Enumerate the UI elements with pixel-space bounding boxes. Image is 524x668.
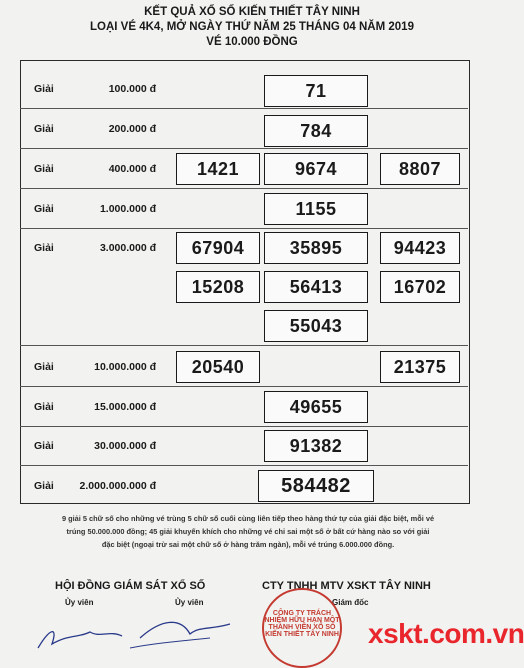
prize-amount: 200.000 đ <box>108 123 156 135</box>
note-line: trúng 50.000.000 đồng; 45 giải khuyến khích cho những vé chỉ sai một số ở bất cứ hàng nào so với giải <box>66 527 430 536</box>
prize-amount: 400.000 đ <box>108 163 156 175</box>
prize-row-8 <box>20 70 468 109</box>
handwritten-signatures <box>30 608 250 655</box>
prize-amount: 15.000.000 đ <box>94 401 156 413</box>
winning-number: 1421 <box>176 153 260 185</box>
prize-label: Giải <box>34 203 54 215</box>
prize-amount: 3.000.000 đ <box>99 242 156 254</box>
title-line-2: LOẠI VÉ 4K4, MỞ NGÀY THỨ NĂM 25 THÁNG 04 NĂM 2019 <box>90 21 414 33</box>
prize-row-5 <box>20 190 468 229</box>
prize-amount: 2.000.000.000 đ <box>79 480 156 492</box>
winning-number: 67904 <box>176 232 260 264</box>
winning-number: 49655 <box>264 391 368 423</box>
note-line: 9 giải 5 chữ số cho những vé trùng 5 chữ số cuối cùng liên tiếp theo hàng thứ tự của giải đặc biệt, mỗi vé <box>61 514 435 523</box>
winning-number: 71 <box>264 75 368 107</box>
title-line-1: KẾT QUẢ XỔ SỐ KIẾN THIẾT TÂY NINH <box>144 6 360 18</box>
company-stamp <box>262 588 342 668</box>
prize-row-7 <box>20 110 468 149</box>
supervisory-council-title: HỘI ĐỒNG GIÁM SÁT XỔ SỐ <box>55 580 206 592</box>
prize-label: Giải <box>34 83 54 95</box>
winning-number: 21375 <box>380 351 460 383</box>
prize-label: Giải <box>34 401 54 413</box>
winning-number: 16702 <box>380 271 460 303</box>
prize-amount: 100.000 đ <box>108 83 156 95</box>
prize-amount: 10.000.000 đ <box>94 361 156 373</box>
prize-row-2 <box>20 388 468 427</box>
prize-label: Giải <box>34 123 54 135</box>
winning-number: 56413 <box>264 271 368 303</box>
prize-label: Giải <box>34 361 54 373</box>
winning-number: 91382 <box>264 430 368 462</box>
prize-label: Giải <box>34 440 54 452</box>
special-prize-number: 584482 <box>258 470 374 502</box>
prize-row-1 <box>20 427 468 466</box>
winning-number: 94423 <box>380 232 460 264</box>
prize-row-special <box>20 467 468 505</box>
director-label: Giám đốc <box>332 598 369 607</box>
note-line: đặc biệt (ngoại trừ sai một chữ số ở hàng trăm ngàn), mỗi vé trúng 6.000.000 đồng. <box>101 540 395 549</box>
prize-label: Giải <box>34 242 54 254</box>
winning-number: 8807 <box>380 153 460 185</box>
title-line-3: VÉ 10.000 ĐỒNG <box>206 36 298 48</box>
winning-number: 784 <box>264 115 368 147</box>
winning-number: 1155 <box>264 193 368 225</box>
xskt-logo: xskt.com.vn <box>368 618 524 649</box>
winning-number: 9674 <box>264 153 368 185</box>
winning-number: 20540 <box>176 351 260 383</box>
prize-label: Giải <box>34 480 54 492</box>
stamp-text: CÔNG TY TRÁCH NHIỆM HỮU HẠN MỘT THÀNH VIÊN XỔ SỐ KIẾN THIẾT TÂY NINH <box>264 610 340 638</box>
company-title: CTY TNHH MTV XSKT TÂY NINH <box>262 580 431 592</box>
prize-amount: 30.000.000 đ <box>94 440 156 452</box>
winning-number: 15208 <box>176 271 260 303</box>
winning-number: 55043 <box>264 310 368 342</box>
member-label-1: Ủy viên <box>65 598 94 607</box>
prize-notes <box>22 512 474 551</box>
prize-label: Giải <box>34 163 54 175</box>
prize-amount: 1.000.000 đ <box>99 203 156 215</box>
member-label-2: Ủy viên <box>175 598 204 607</box>
winning-number: 35895 <box>264 232 368 264</box>
